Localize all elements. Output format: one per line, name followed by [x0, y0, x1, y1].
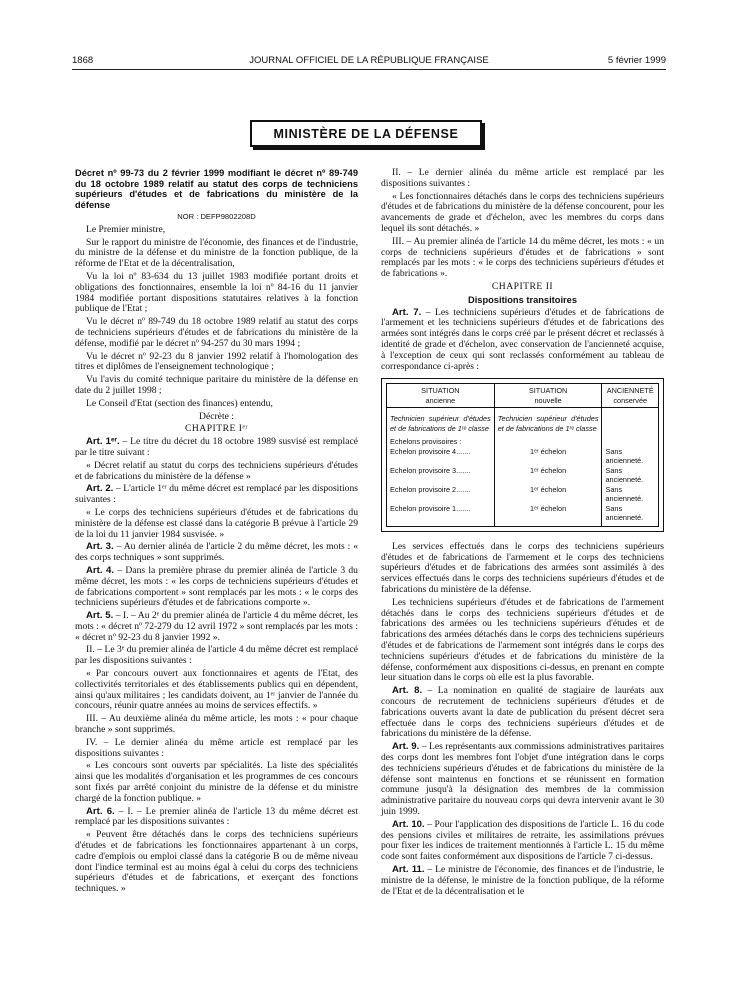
article-text: – Les techniciens supérieurs d'études et de fabrications de l'armement et les techniciens supérieurs d'études et de fabrications des armées sont intégrés dans le corps créé par le présent décret et reclassés à identité de grade et d'échelon, avec conservation de l'ancienneté acquise, à l'exception de ceux qui sont reclassés conformément au tableau de correspondance ci-après : — [381, 306, 664, 372]
ministry-heading-box — [250, 120, 482, 147]
chapter-title: Dispositions transitoires — [467, 294, 577, 305]
article-6 — [75, 807, 358, 829]
article-label: Art. 8. — [392, 685, 423, 697]
quote: « Le corps des techniciens supérieurs d'études et de fabrications du ministère de la défense est classé dans la catégorie B prévue à l'article 29 de la loi du 11 janvier 1984 susvisée. » — [75, 506, 358, 540]
article-2 — [75, 484, 358, 506]
article-label: Art. 5. — [86, 610, 114, 622]
article-label: Art. 2. — [86, 483, 114, 495]
table-row: Echelon provisoire 4....... 1ᵉʳ échelon Sans ancienneté. — [387, 447, 659, 466]
article-10 — [381, 820, 664, 863]
provisional-label: Echelons provisoires : — [387, 437, 495, 447]
paragraph: IV. – Le dernier alinéa du même article est remplacé par les dispositions suivantes : — [75, 736, 358, 759]
paragraph: III. – Au premier alinéa de l'article 14 du même décret, les mots : « un corps de techniciens supérieurs d'études et de fabrications » sont remplacés par les mots : « le corps des techniciens supérieurs d'études et de fabrications ». — [381, 235, 664, 280]
article-label: Art. 9. — [392, 741, 420, 753]
article-1 — [75, 437, 358, 459]
visa-line: Sur le rapport du ministre de l'économie, des finances et de l'industrie, du ministre de la défense et du ministre de la fonction publique, de la réforme de l'Etat et de la décentralisation, — [75, 236, 358, 270]
article-text: – La nomination en qualité de stagiaire de lauréats aux concours de recrutement de techniciens supérieurs d'études et de fabrications ouverts avant la date de publication du présent décret sera effectuée dans le corps des techniciens supérieurs d'études et de fabrications du ministère de la défense. — [381, 685, 664, 740]
article-label: Art. 3. — [86, 541, 114, 553]
article-text: – Les représentants aux commissions administratives paritaires des corps dont les membres font l'objet d'une intégration dans le corps des techniciens supérieurs d'études et de fabrications du ministère de la défense sont maintenus en fonctions et se réunissent en formation commune jusqu'à la désignation des membres de la commission administrative paritaire du nouveau corps qui devra intervenir avant le 30 juin 1999. — [381, 741, 664, 817]
issue-date: 5 février 1999 — [607, 55, 666, 66]
article-label: Art. 4. — [86, 564, 115, 576]
column-right — [381, 168, 664, 899]
table-header-row — [387, 384, 659, 408]
decree-nor: NOR : DEFP9802208D — [177, 212, 256, 221]
article-11 — [381, 865, 664, 897]
article-text: – Le ministre de l'économie, des finances et de l'industrie, le ministre de la défense, le ministre de la fonction publique, de la réforme de l'Etat et de la décentralisation et le — [381, 863, 665, 897]
article-text: – Dans la première phrase du premier alinéa de l'article 3 du même décret, les mots : « les corps de techniciens supérieurs d'études et de fabrications comportent » sont remplacés par les mots : « le corps des techniciens supérieurs d'études et de fabrications comporte ». — [75, 564, 358, 609]
column-header: SITUATION nouvelle — [494, 384, 602, 408]
article-text: – I. – Le premier alinéa de l'article 13 du même décret est remplacé par les dispositions suivantes : — [75, 805, 358, 828]
table-row — [387, 437, 659, 447]
paragraph: II. – Le 3ᵉ du premier alinéa de l'article 4 du même décret est remplacé par les dispositions suivantes : — [75, 644, 358, 667]
visa-line: Vu la loi nº 83-634 du 13 juillet 1983 modifiée portant droits et obligations des fonctionnaires, ensemble la loi nº 84-16 du 11 janvier 1984 modifiée portant dispositions statutaires relatives à la fonction publique de l'Etat ; — [75, 270, 358, 315]
visa-line: Vu l'avis du comité technique paritaire du ministère de la défense en date du 2 juillet 1998 ; — [75, 374, 358, 396]
correspondence-table — [386, 383, 659, 527]
ministry-heading: MINISTÈRE DE LA DÉFENSE — [273, 126, 459, 141]
article-text: – Pour l'application des dispositions de l'article L. 16 du code des pensions civiles et militaires de retraite, les assimilations prévues pour fixer les indices de traitement mentionnés à l'article L. 15 du même code sont faites conformément aux dispositions de l'article 7 ci-dessus. — [381, 818, 664, 863]
visa-line: Vu le décret nº 89-749 du 18 octobre 1989 relatif au statut des corps de techniciens supérieurs d'études et de fabrications du ministère de la défense, modifié par le décret nº 94-257 du 30 mars 1994 ; — [75, 316, 358, 349]
page-number: 1868 — [72, 55, 94, 66]
paragraph: Les services effectués dans le corps des techniciens supérieurs d'études et de fabrications de l'armement et le corps des techniciens supérieurs d'études et de fabrications des armées sont assimilés à des services effectués dans le corps des techniciens supérieurs d'études et de fabrications du ministère de la défense. — [381, 540, 664, 596]
column-left — [75, 168, 358, 897]
article-8 — [381, 686, 664, 740]
table-row: Echelon provisoire 2....... 1ᵉʳ échelon Sans ancienneté. — [387, 485, 659, 504]
chapter-heading: CHAPITRE II — [491, 280, 554, 292]
header-rule — [72, 69, 666, 70]
paragraph: Les techniciens supérieurs d'études et de fabrications de l'armement détachés dans le corps des techniciens supérieurs d'études et de fabrications des armées ou les techniciens supérieurs d'études et de fabrications des armées détachés dans le corps des techniciens supérieurs d'études et de fabrications de l'armement sont intégrés dans le corps des techniciens supérieurs d'études et de fabrications du ministère de la défense, conformément aux dispositions ci-dessus, en prenant en compte leur situation dans le corps où elle est la plus favorable. — [381, 596, 664, 684]
article-text: – L'article 1ᵉʳ du même décret est remplacé par les dispositions suivantes : — [75, 483, 358, 506]
paragraph: II. – Le dernier alinéa du même article est remplacé par les dispositions suivantes : — [381, 167, 664, 189]
article-label: Art. 6. — [86, 805, 115, 817]
article-label: Art. 1ᵉʳ. — [86, 436, 120, 448]
table-row: Echelon provisoire 3....... 1ᵉʳ échelon Sans ancienneté. — [387, 466, 659, 485]
column-header: SITUATION ancienne — [387, 384, 495, 408]
page-header — [72, 55, 666, 69]
correspondence-table-frame — [381, 378, 664, 532]
decrete-line: Décrète : — [199, 410, 234, 422]
article-label: Art. 7. — [392, 306, 422, 318]
visa-line: Le Premier ministre, — [86, 223, 166, 235]
article-9 — [381, 742, 664, 818]
table-row — [387, 408, 659, 438]
journal-title: JOURNAL OFFICIEL DE LA RÉPUBLIQUE FRANÇAISE — [249, 55, 489, 66]
column-header: ANCIENNETÉ conservée — [602, 384, 659, 408]
quote: « Les concours sont ouverts par spécialités. La liste des spécialités ainsi que les modalités d'organisation et les programmes de ces concours sont fixés par arrêté conjoint du ministre de la défense et du ministre chargé de la fonction publique. » — [75, 760, 358, 804]
quote: « Peuvent être détachés dans le corps des techniciens supérieurs d'études et de fabrications les fonctionnaires appartenant à un corps, cadre d'emplois ou emploi classé dans la catégorie B ou de même niveau dont l'indice terminal est au moins égal à celui du corps des techniciens supérieurs d'études et de fabrications, et exerçant des fonctions techniques. » — [75, 829, 358, 895]
article-3 — [75, 542, 358, 564]
article-4 — [75, 566, 358, 609]
visa-line: Le Conseil d'Etat (section des finances) entendu, — [86, 397, 273, 409]
chapter-heading: CHAPITRE Iᵉʳ — [184, 423, 249, 435]
article-label: Art. 10. — [392, 818, 425, 830]
article-text: – I. – Au 2ᵉ du premier alinéa de l'article 4 du même décret, les mots : « décret nº 72-279 du 12 avril 1972 » sont remplacés par les mots : « décret nº 92-23 du 8 janvier 1992 ». — [75, 610, 358, 643]
article-text: – Au dernier alinéa de l'article 2 du même décret, les mots : « des corps techniques » sont supprimés. — [75, 541, 358, 564]
quote: « Les fonctionnaires détachés dans le corps des techniciens supérieurs d'études et de fabrications du ministère de la défense concourent, pour les avancements de grade et d'échelon, avec les membres du corps dans lequel ils sont détachés. » — [381, 190, 664, 234]
visa-line: Vu le décret nº 92-23 du 8 janvier 1992 relatif à l'homologation des titres et diplômes de l'enseignement technologique ; — [75, 350, 358, 373]
grade-new: Technicien supérieur d'études et de fabrications de 1ʳᵉ classe — [494, 408, 602, 438]
decree-title: Décret nº 99-73 du 2 février 1999 modifiant le décret nº 89-749 du 18 octobre 1989 relatif au statut des corps de techniciens supérieurs d'études et de fabrications du ministère de la défense — [75, 168, 358, 210]
table-row: Echelon provisoire 1....... 1ᵉʳ échelon Sans ancienneté. — [387, 504, 659, 527]
article-5 — [75, 611, 358, 643]
quote: « Décret relatif au statut du corps des techniciens supérieurs d'études et de fabrications du ministère de la défense » — [75, 459, 358, 482]
quote: « Par concours ouvert aux fonctionnaires et agents de l'Etat, des collectivités territoriales et des établissements publics qui en dépendent, ainsi qu'aux militaires ; les candidats doivent, au 1ᵉʳ janvier de l'année du concours, réunir quatre années au moins de services effectifs. » — [75, 668, 358, 712]
article-text: – Le titre du décret du 18 octobre 1989 susvisé est remplacé par le titre suivant : — [75, 436, 358, 458]
paragraph: III. – Au deuxième alinéa du même article, les mots : « pour chaque branche » sont supprimés. — [75, 713, 358, 736]
article-7 — [381, 308, 664, 373]
grade-old: Technicien supérieur d'études et de fabrications de 1ʳᵉ classe — [387, 408, 495, 438]
article-label: Art. 11. — [392, 863, 425, 875]
